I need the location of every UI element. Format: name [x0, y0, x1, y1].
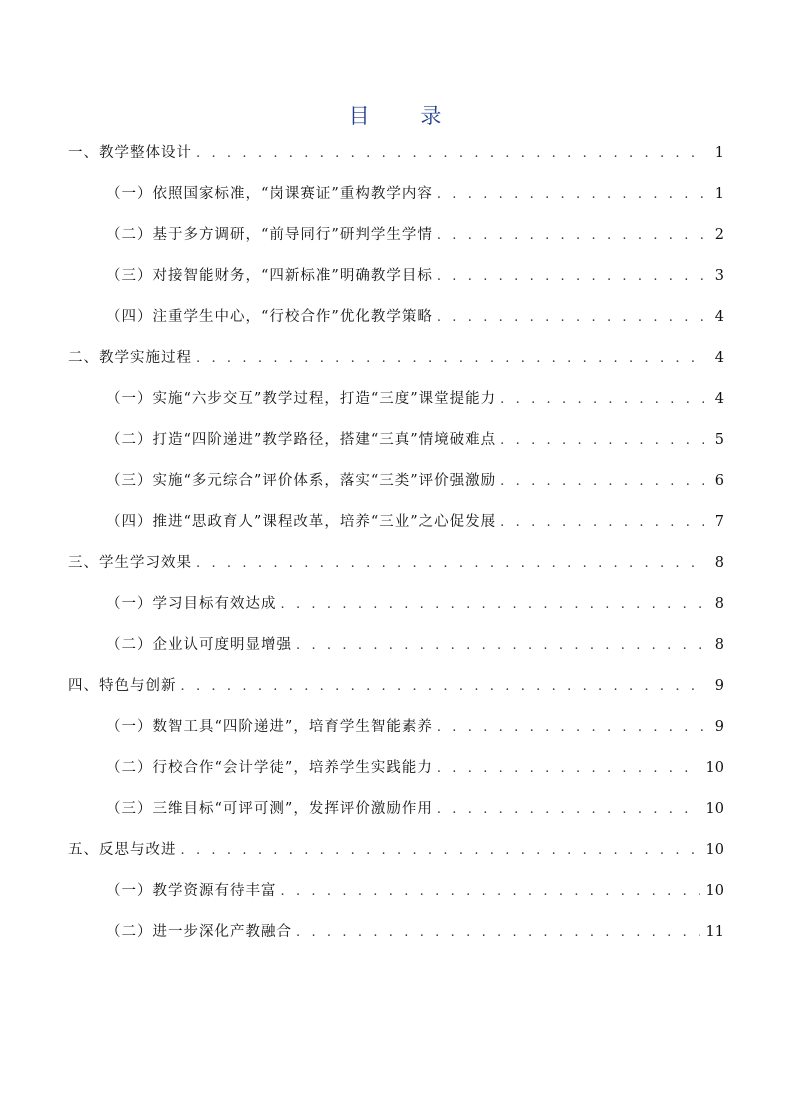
toc-page-number: 7	[714, 514, 724, 530]
toc-leader-dots	[196, 552, 704, 576]
toc-entry-text: （三）三维目标“可评可测”，发挥评价激励作用	[106, 801, 433, 817]
toc-entry-text: （四）注重学生中心，“行校合作”优化教学策略	[106, 309, 433, 325]
toc-page-number: 9	[714, 678, 724, 694]
toc-leader-dots	[437, 183, 704, 207]
toc-entry-text: （二）打造“四阶递进”教学路径，搭建“三真”情境破难点	[106, 432, 497, 448]
toc-leader-dots	[181, 839, 700, 863]
toc-entry[interactable]	[68, 346, 724, 387]
toc-entry-text: （四）推进“思政育人”课程改革，培养“三业”之心促发展	[106, 514, 497, 530]
toc-leader-dots	[296, 634, 704, 658]
toc-leader-dots	[296, 921, 700, 945]
toc-page-number: 8	[714, 555, 724, 571]
toc-entry[interactable]	[68, 797, 724, 838]
toc-entry-text: 四、特色与创新	[68, 678, 177, 694]
toc-leader-dots	[196, 347, 704, 371]
toc-page-number: 1	[714, 186, 724, 202]
toc-leader-dots	[196, 142, 704, 166]
toc-leader-dots	[437, 306, 704, 330]
toc-page-number: 9	[714, 719, 724, 735]
toc-leader-dots	[437, 798, 700, 822]
toc-entry[interactable]	[68, 510, 724, 551]
toc-leader-dots	[500, 470, 704, 494]
toc-entry-text: 三、学生学习效果	[68, 555, 192, 571]
toc-entry[interactable]	[68, 223, 724, 264]
toc-entry-text: （二）进一步深化产教融合	[106, 924, 292, 940]
toc-leader-dots	[437, 716, 704, 740]
toc-page-number: 4	[714, 391, 724, 407]
toc-entry-text: （一）教学资源有待丰富	[106, 883, 277, 899]
toc-page-number: 10	[705, 883, 724, 899]
toc-page-number: 5	[714, 432, 724, 448]
toc-entry-text: （二）基于多方调研，“前导同行”研判学生学情	[106, 227, 433, 243]
toc-entry-text: （二）行校合作“会计学徒”，培养学生实践能力	[106, 760, 433, 776]
toc-entry[interactable]	[68, 428, 724, 469]
toc-leader-dots	[181, 675, 705, 699]
toc-entry[interactable]	[68, 715, 724, 756]
toc-leader-dots	[281, 593, 705, 617]
toc-entry[interactable]	[68, 264, 724, 305]
toc-entry[interactable]	[68, 592, 724, 633]
toc-leader-dots	[281, 880, 700, 904]
toc-page-number: 10	[705, 842, 724, 858]
toc-entry[interactable]	[68, 387, 724, 428]
toc-page-number: 3	[714, 268, 724, 284]
toc-page-number: 4	[714, 309, 724, 325]
toc-entry-text: 五、反思与改进	[68, 842, 177, 858]
toc-page-number: 1	[714, 145, 724, 161]
toc-entry-text: （一）数智工具“四阶递进”，培育学生智能素养	[106, 719, 433, 735]
toc-title: 目 录	[348, 104, 464, 128]
toc-entry[interactable]	[68, 305, 724, 346]
toc-entry[interactable]	[68, 879, 724, 920]
toc-page-number: 11	[705, 924, 724, 940]
toc-page-number: 6	[714, 473, 724, 489]
toc-page-number: 10	[705, 801, 724, 817]
toc-entry[interactable]	[68, 920, 724, 961]
toc-entry-text: 一、教学整体设计	[68, 145, 192, 161]
toc-entry[interactable]	[68, 551, 724, 592]
toc-leader-dots	[500, 429, 704, 453]
toc-entry[interactable]	[68, 756, 724, 797]
toc-entry[interactable]	[68, 182, 724, 223]
toc-entry-text: （一）依照国家标准，“岗课赛证”重构教学内容	[106, 186, 433, 202]
toc-page-number: 8	[714, 596, 724, 612]
toc-entry[interactable]	[68, 633, 724, 674]
toc-entry-text: （三）对接智能财务，“四新标准”明确教学目标	[106, 268, 433, 284]
toc-entry[interactable]	[68, 838, 724, 879]
toc-leader-dots	[500, 388, 704, 412]
toc-entry[interactable]	[68, 141, 724, 182]
toc-entry[interactable]	[68, 674, 724, 715]
toc-entry-text: （二）企业认可度明显增强	[106, 637, 292, 653]
toc-entry-text: （一）实施“六步交互”教学过程，打造“三度”课堂提能力	[106, 391, 497, 407]
toc-entry-text: 二、教学实施过程	[68, 350, 192, 366]
toc-leader-dots	[437, 265, 704, 289]
table-of-contents	[68, 141, 724, 961]
toc-leader-dots	[437, 757, 700, 781]
toc-entry-text: （一）学习目标有效达成	[106, 596, 277, 612]
toc-page-number: 8	[714, 637, 724, 653]
toc-page-number: 10	[705, 760, 724, 776]
toc-leader-dots	[437, 224, 704, 248]
toc-leader-dots	[500, 511, 704, 535]
toc-entry-text: （三）实施“多元综合”评价体系，落实“三类”评价强激励	[106, 473, 497, 489]
toc-page-number: 2	[714, 227, 724, 243]
toc-entry[interactable]	[68, 469, 724, 510]
toc-page-number: 4	[714, 350, 724, 366]
